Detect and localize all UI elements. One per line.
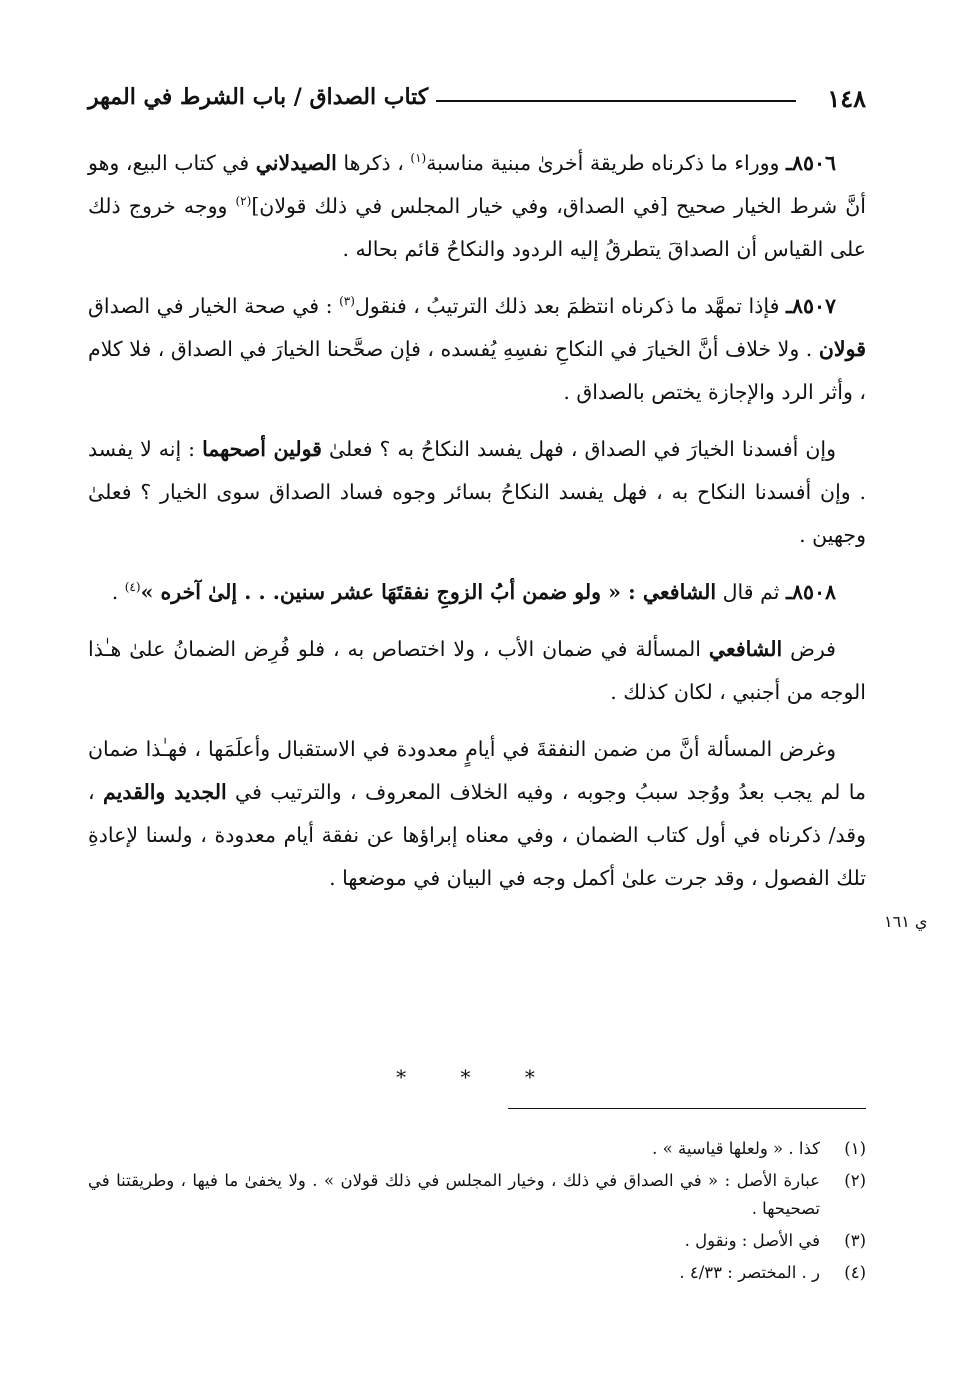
margin-folio-note: ي ١٦١ xyxy=(884,912,928,931)
footnote-number: (٢) xyxy=(844,1171,866,1190)
footnote-rule xyxy=(508,1108,866,1109)
bold-name: الشافعي xyxy=(642,580,717,604)
paragraph-number: ٨٥٠٨ـ xyxy=(785,580,836,604)
bold-term: الجديد والقديم xyxy=(102,780,227,804)
footnote-text: كذا . « ولعلها قياسية » . xyxy=(652,1139,820,1158)
footnote-number: (٣) xyxy=(844,1231,866,1250)
main-text xyxy=(88,142,866,914)
text-run: فإذا تمهَّد ما ذكرناه انتظمَ بعد ذلك الترتيبُ ، فنقول xyxy=(354,294,786,318)
footnote-number: (١) xyxy=(844,1139,866,1158)
text-run: . xyxy=(111,580,125,604)
paragraph-khiyar xyxy=(88,428,866,557)
footnotes xyxy=(88,1135,866,1291)
bold-quote: : « ولو ضمن أبُ الزوجِ نفقتَهَا عشر سنين. . . إلىٰ آخره » xyxy=(140,580,643,604)
text-run: : في صحة الخيار في الصداق xyxy=(88,294,340,318)
bold-term: قولان xyxy=(818,337,866,361)
text-run: فرض xyxy=(782,637,836,661)
text-run: ووراء ما ذكرناه طريقة أخرىٰ مبنية مناسبة xyxy=(426,151,786,175)
section-separator: * * * xyxy=(396,1065,559,1089)
bold-name: الصيدلاني xyxy=(255,151,337,175)
footnote-text: عبارة الأصل : « في الصداق في ذلك ، وخيار المجلس في ذلك قولان » . ولا يخفىٰ ما فيها ، وطريقتنا في تصحيحها . xyxy=(88,1171,820,1218)
running-header xyxy=(88,80,866,120)
paragraph-number: ٨٥٠٦ـ xyxy=(785,151,837,175)
text-run: المسألة في ضمان الأب ، ولا اختصاص به ، فلو فُرِض الضمانُ علىٰ هـٰذا الوجه من أجنبي ، لكان كذلك . xyxy=(88,637,866,704)
paragraph-gharad xyxy=(88,728,866,900)
text-run: وغرض المسألة أنَّ من ضمن النفقةَ في أيامٍ معدودة في الاستقبال وأعلَمَها ، فهـٰذا ضمان ما لم يجب بعدُ ووُجد سببُ وجوبه ، وفيه الخلاف المعروف ، والترتيب في xyxy=(88,737,866,804)
text-run: ، ذكرها xyxy=(336,151,411,175)
footnote-item xyxy=(88,1167,866,1223)
text-run: في كتاب البيع، وهو أنَّ شرط الخيار صحيح [في الصداق، وفي خيار المجلس في ذلك قولان] xyxy=(88,151,866,218)
footnote-ref: (١) xyxy=(410,151,427,166)
footnote-text: في الأصل : ونقول . xyxy=(684,1231,820,1250)
footnote-ref: (٢) xyxy=(235,194,252,209)
paragraph-number: ٨٥٠٧ـ xyxy=(785,294,836,318)
paragraph-fard xyxy=(88,628,866,714)
paragraph-8507 xyxy=(88,285,866,414)
footnote-item xyxy=(88,1227,866,1255)
footnote-number: (٤) xyxy=(844,1263,866,1282)
text-run: ووجه خروج ذلك على القياس أن الصداقَ يتطرقُ إليه الردود والنكاحُ قائم بحاله . xyxy=(88,194,866,261)
footnote-item xyxy=(88,1135,866,1163)
paragraph-8508 xyxy=(88,571,866,614)
footnote-text: ر . المختصر : ٤/٣٣ . xyxy=(679,1263,820,1282)
footnote-ref: (٣) xyxy=(339,294,355,309)
footnote-ref: (٤) xyxy=(124,580,141,595)
text-run: ، وقد/ ذكرناه في أول كتاب الضمان ، وفي معناه إبراؤها عن نفقة أيام معدودة ، ولسنا لإعادةِ تلك الفصول ، وقد جرت علىٰ أكمل وجه في البيان في موضعها . xyxy=(88,780,866,890)
bold-term: قولين أصحهما xyxy=(202,437,322,461)
footnote-item xyxy=(88,1259,866,1287)
text-run: وإن أفسدنا الخيارَ في الصداق ، فهل يفسد النكاحُ به ؟ فعلىٰ xyxy=(321,437,836,461)
paragraph-8506 xyxy=(88,142,866,271)
page-number: ١٤٨ xyxy=(827,84,866,113)
header-rule xyxy=(436,100,796,102)
text-run: : إنه لا يفسد . وإن أفسدنا النكاح به ، فهل يفسد النكاحُ بسائر وجوه فساد الصداق سوى الخيار ؟ فعلىٰ وجهين . xyxy=(88,437,866,547)
bold-name: الشافعي xyxy=(708,637,783,661)
text-run: . ولا خلاف أنَّ الخيارَ في النكاحِ نفسِهِ يُفسده ، فإن صحَّحنا الخيارَ في الصداق ، فلا كلام ، وأثر الرد والإجازة يختص بالصداق . xyxy=(88,337,866,404)
text-run: ثم قال xyxy=(716,580,786,604)
header-title: كتاب الصداق / باب الشرط في المهر xyxy=(88,84,429,110)
